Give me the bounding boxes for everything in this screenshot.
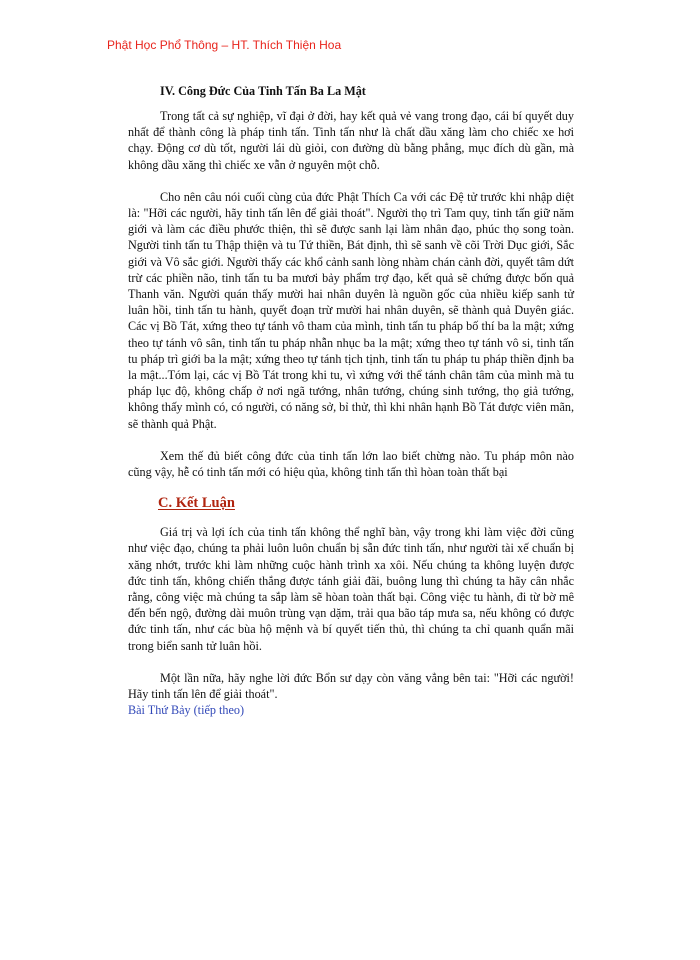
conclusion-heading: C. Kết Luận — [158, 495, 235, 512]
running-header: Phật Học Phổ Thông – HT. Thích Thiện Hoa — [107, 38, 342, 52]
paragraph-gap — [128, 654, 574, 670]
section-heading: IV. Công Đức Của Tinh Tấn Ba La Mật — [160, 84, 366, 98]
paragraph: Giá trị và lợi ích của tinh tấn không thể nghĩ bàn, vậy trong khi làm việc đời cũng như việc đạo, chúng ta phải luôn luôn chuẩn bị sẵn đức tinh tấn, như người tài xế chuẩn bị xăng nhớt, trước khi làm những cuộc hành trình xa xôi. Nếu chúng ta không luyện được đức tinh tấn, không chiến thắng được tánh giải đãi, buông lung thì chúng ta hãy cân nhắc rằng, công việc mà chúng ta sắp làm sẽ hòan toàn thất bại. Công việc tu hành, đi từ bờ mê đến bến ngộ, đường dài muôn trùng vạn dặm, trải qua bão táp mưa sa, nếu không có được đức tinh tấn, như các bùa hộ mệnh và bí quyết tiến thủ, thì chúng ta chỉ quanh quẩn mãi trong biển sanh tử luân hồi. — [128, 525, 574, 653]
paragraph: Trong tất cả sự nghiệp, vĩ đại ở đời, hay kết quả vẻ vang trong đạo, cái bí quyết duy nhất để thành công là pháp tinh tấn. Tinh tấn như là chất dầu xăng làm cho chiếc xe hơi chạy. Động cơ dù tốt, người lái dù giỏi, con đường dù bằng phẳng, mục đích dù gần, mà không dầu xăng thì chiếc xe vẫn ở nguyên một chỗ. — [128, 109, 574, 172]
paragraph: Một lần nữa, hãy nghe lời đức Bổn sư dạy còn văng vẳng bên tai: "Hỡi các người! Hãy tinh tấn lên để giải thoát". — [128, 670, 574, 702]
page-body — [128, 83, 574, 718]
next-lesson-link[interactable]: Bài Thứ Bảy (tiếp theo) — [128, 703, 245, 718]
paragraph: Cho nên câu nói cuối cùng của đức Phật Thích Ca với các Đệ tử trước khi nhập diệt là: "Hỡi các người, hãy tinh tấn lên để giải thoát". Người thọ trì Tam quy, tinh tấn giữ năm giới và làm các điều phước thiện, thì sẽ được sanh lại làm nhân đạo, phúc thọ song toàn. Người tinh tấn tu Thập thiện và tu Tứ thiền, Bát định, thì sẽ sanh về cõi Trời Dục giới, Sắc giới và Vô sắc giới. Người thấy các khổ cảnh sanh lòng nhàm chán cảnh đời, quyết tâm dứt trừ các phiền não, tinh tấn tu ba mươi bảy phẩm trợ đạo, kết quả sẽ chứng được bốn quả Thanh văn. Người quán thấy mười hai nhân duyên là nguồn gốc của nhiều kiếp sanh tử luân hồi, tinh tấn tu hành, quyết đoạn trừ mười hai nhân duyên, sẽ thành quả Duyên giác. Các vị Bồ Tát, xứng theo tự tánh vô tham của mình, tinh tấn tu pháp bố thí ba la mật; xứng theo tự tánh vô sân, tinh tấn tu pháp nhẫn nhục ba la mật; xứng theo tự tánh vô si, tinh tấn tu pháp trì giới ba la mật; xứng theo tự tánh tịch tịnh, tinh tấn tu pháp tu pháp thiền định ba la mật...Tóm lại, các vị Bồ Tát trong khi tu, vì xứng với thể tánh chân tâm của mình mà tu pháp lục độ, không chấp ở nơi ngã tướng, nhân tướng, chúng sinh tướng, thọ giả tướng, không thấy mình có, có người, có năng sở, bỉ thử, thì khi nhân hạnh Bồ Tát được viên mãn, sẽ thành quả Phật. — [128, 189, 574, 431]
paragraph: Xem thế đủ biết công đức của tinh tấn lớn lao biết chừng nào. Tu pháp môn nào cũng vậy, hễ có tinh tấn mới có hiệu qủa, không tinh tấn thì hòan toàn thất bại — [128, 448, 574, 480]
paragraph-gap — [128, 173, 574, 189]
paragraph-gap — [128, 432, 574, 448]
